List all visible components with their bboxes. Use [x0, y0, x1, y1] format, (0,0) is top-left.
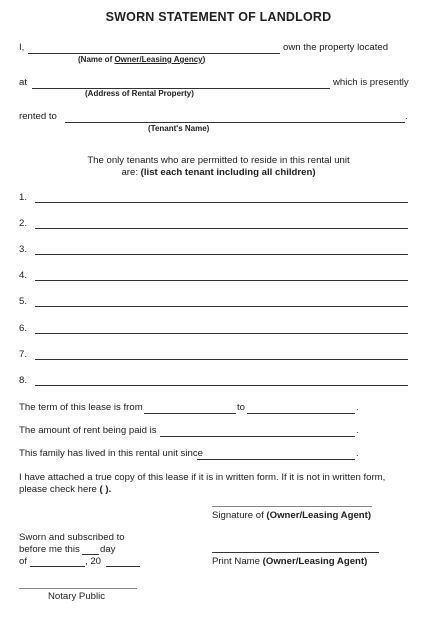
lived-since-suffix: .: [356, 448, 359, 459]
tenant-caption: (Tenant's Name): [148, 124, 210, 133]
owner-name-field[interactable]: [28, 53, 280, 54]
rent-prefix: The amount of rent being paid is: [19, 425, 157, 436]
tenant-list-number: 7.: [19, 349, 28, 360]
lease-end-field[interactable]: [247, 413, 355, 414]
sworn-line2-suffix: day: [100, 544, 116, 555]
tenant-name-field[interactable]: [65, 122, 405, 123]
notary-signature-field[interactable]: [19, 588, 137, 589]
tenant-list-field[interactable]: [35, 359, 408, 360]
tenant-list-number: 5.: [19, 296, 28, 307]
tenant-list-number: 3.: [19, 244, 28, 255]
tenants-intro-line1: The only tenants who are permitted to reside in this rental unit: [87, 155, 350, 166]
page-title: SWORN STATEMENT OF LANDLORD: [105, 10, 332, 24]
attached-line1: I have attached a true copy of this lease if it is in written form. If it is not in written form,: [19, 472, 386, 483]
attached-line2: please check here ( ).: [19, 484, 112, 495]
lease-term-suffix: .: [356, 402, 359, 413]
lease-start-field[interactable]: [144, 413, 236, 414]
sworn-line2-prefix: before me this: [19, 544, 80, 555]
sworn-line3-prefix: of: [19, 556, 28, 567]
written-form-checkbox[interactable]: ( ).: [99, 484, 112, 495]
tenant-list-number: 4.: [19, 270, 28, 281]
sworn-month-field[interactable]: [30, 566, 85, 567]
tenant-list-field[interactable]: [35, 202, 408, 203]
address-suffix: which is presently: [333, 77, 409, 88]
tenant-list-field[interactable]: [35, 280, 408, 281]
owner-suffix: own the property located: [283, 42, 389, 53]
lease-term-prefix: The term of this lease is from: [19, 402, 143, 413]
tenant-list-field[interactable]: [35, 385, 408, 386]
rent-amount-field[interactable]: [160, 436, 355, 437]
sworn-line3-middle: , 20: [85, 556, 102, 567]
tenant-list-number: 6.: [19, 323, 28, 334]
sworn-line1: Sworn and subscribed to: [19, 532, 125, 543]
tenant-list-field[interactable]: [35, 254, 408, 255]
lived-since-prefix: This family has lived in this rental unit since: [19, 448, 203, 459]
tenant-list-field[interactable]: [35, 333, 408, 334]
tenant-list-number: 1.: [19, 192, 28, 203]
tenant-list-number: 8.: [19, 375, 28, 386]
signature-field[interactable]: [212, 506, 372, 507]
sworn-year-field[interactable]: [106, 566, 140, 567]
tenant-list-number: 2.: [19, 218, 28, 229]
print-name-caption: Print Name (Owner/Leasing Agent): [212, 556, 368, 567]
sworn-day-field[interactable]: [82, 554, 99, 555]
lease-term-middle: to: [237, 402, 246, 413]
notary-caption: Notary Public: [48, 591, 106, 602]
tenant-list-field[interactable]: [35, 306, 408, 307]
tenants-intro-line2: are: (list each tenant including all children): [121, 167, 316, 178]
owner-prefix: I,: [19, 42, 25, 53]
address-prefix: at: [19, 77, 28, 88]
tenant-list-field[interactable]: [35, 228, 408, 229]
tenant-prefix: rented to: [19, 111, 57, 122]
owner-caption: (Name of Owner/Leasing Agency): [78, 55, 206, 64]
tenant-suffix: .: [405, 111, 408, 122]
print-name-field[interactable]: [212, 552, 379, 553]
address-caption: (Address of Rental Property): [85, 89, 194, 98]
rent-suffix: .: [356, 425, 359, 436]
lived-since-field[interactable]: [197, 459, 355, 460]
signature-caption: Signature of (Owner/Leasing Agent): [212, 510, 372, 521]
